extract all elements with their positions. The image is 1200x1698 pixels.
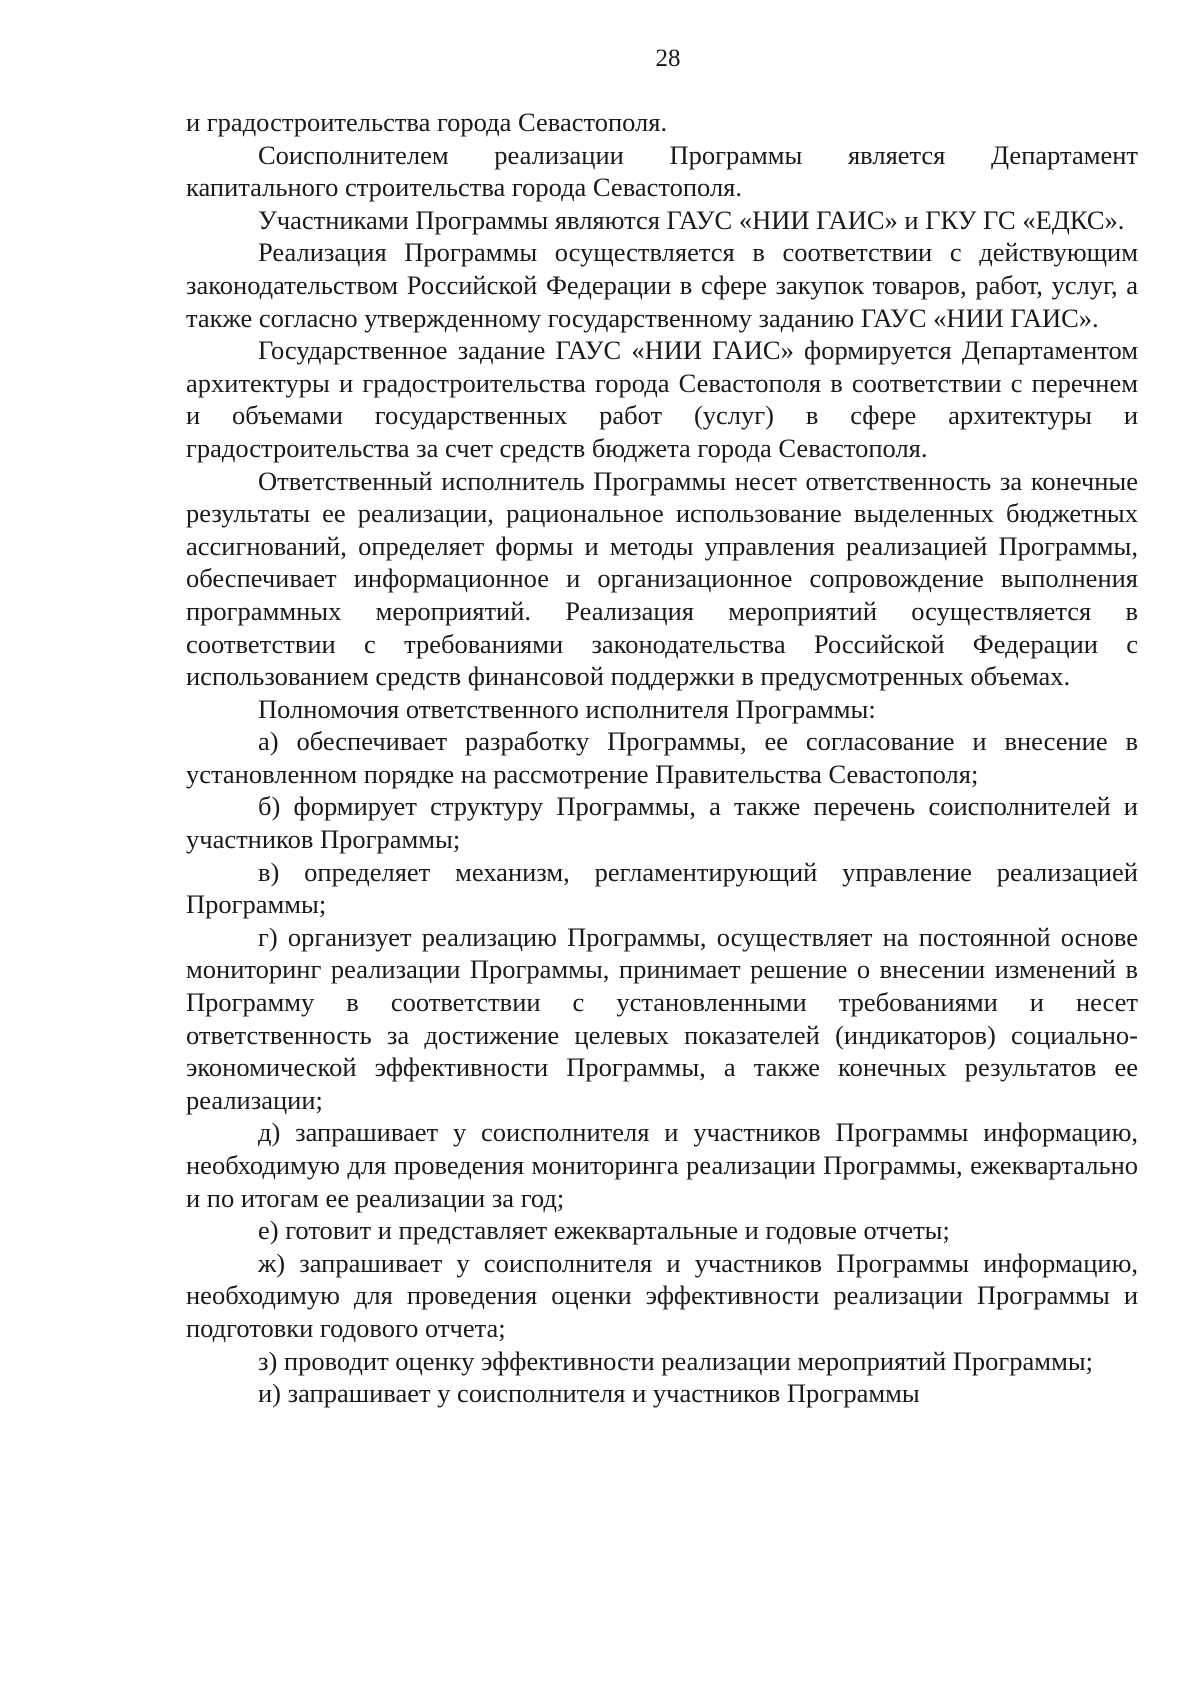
document-body [186,106,1138,1410]
list-item-a: а) обеспечивает разработку Программы, ее согласование и внесение в установленном порядке на рассмотрение Правительства Севастополя; [186,726,1138,789]
list-item-b: б) формирует структуру Программы, а также перечень соисполнителей и участников Программы; [186,791,1138,855]
list-item-d: д) запрашивает у соисполнителя и участников Программы информацию, необходимую для проведения мониторинга реализации Программы, ежеквартально и по итогам ее реализации за год; [186,1117,1138,1213]
paragraph-participants: Участниками Программы являются ГАУС «НИИ ГАИС» и ГКУ ГС «ЕДКС». [258,204,1125,235]
paragraph-implementation: Реализация Программы осуществляется в соответствии с действующим законодательством Российской Федерации в сфере закупок товаров, работ, услуг, а также согласно утвержденному государственному заданию ГАУС «НИИ ГАИС». [186,237,1138,333]
list-item-i: и) запрашивает у соисполнителя и участников Программы [258,1378,920,1409]
list-item-z: з) проводит оценку эффективности реализации мероприятий Программы; [258,1345,1094,1376]
list-item-zh: ж) запрашивает у соисполнителя и участников Программы информацию, необходимую для проведения оценки эффективности реализации Программы и подготовки годового отчета; [186,1247,1138,1343]
paragraph-co-executor: Соисполнителем реализации Программы является Департамент капитального строительства города Севастополя. [186,139,1138,203]
paragraph-continuation: и градостроительства города Севастополя. [186,107,668,137]
list-item-e: е) готовит и представляет ежеквартальные и годовые отчеты; [258,1215,950,1246]
paragraph-powers-heading: Полномочия ответственного исполнителя Программы: [258,693,876,724]
page-number: 28 [655,45,681,72]
paragraph-responsible-executor: Ответственный исполнитель Программы несет ответственность за конечные результаты ее реализации, рациональное использование выделенных бюджетных ассигнований, определяет формы и методы управления реализацией Программы, обеспечивает информационное и организационное сопровождение выполнения программных мероприятий. Реализация мероприятий осуществляется в соответствии с требованиями законодательства Российской Федерации с использованием средств финансовой поддержки в предусмотренных объемах. [186,465,1138,692]
list-item-v: в) определяет механизм, регламентирующий управление реализацией Программы; [186,856,1138,920]
list-item-g: г) организует реализацию Программы, осуществляет на постоянной основе мониторинг реализации Программы, принимает решение о внесении изменений в Программу в соответствии с установленными требованиями и несет ответственность за достижение целевых показателей (индикаторов) социально-экономической эффективности Программы, а также конечных результатов ее реализации; [186,921,1138,1115]
paragraph-state-task: Государственное задание ГАУС «НИИ ГАИС» формируется Департаментом архитектуры и градостроительства города Севастополя в соответствии с перечнем и объемами государственных работ (услуг) в сфере архитектуры и градостроительства за счет средств бюджета города Севастополя. [186,335,1138,463]
